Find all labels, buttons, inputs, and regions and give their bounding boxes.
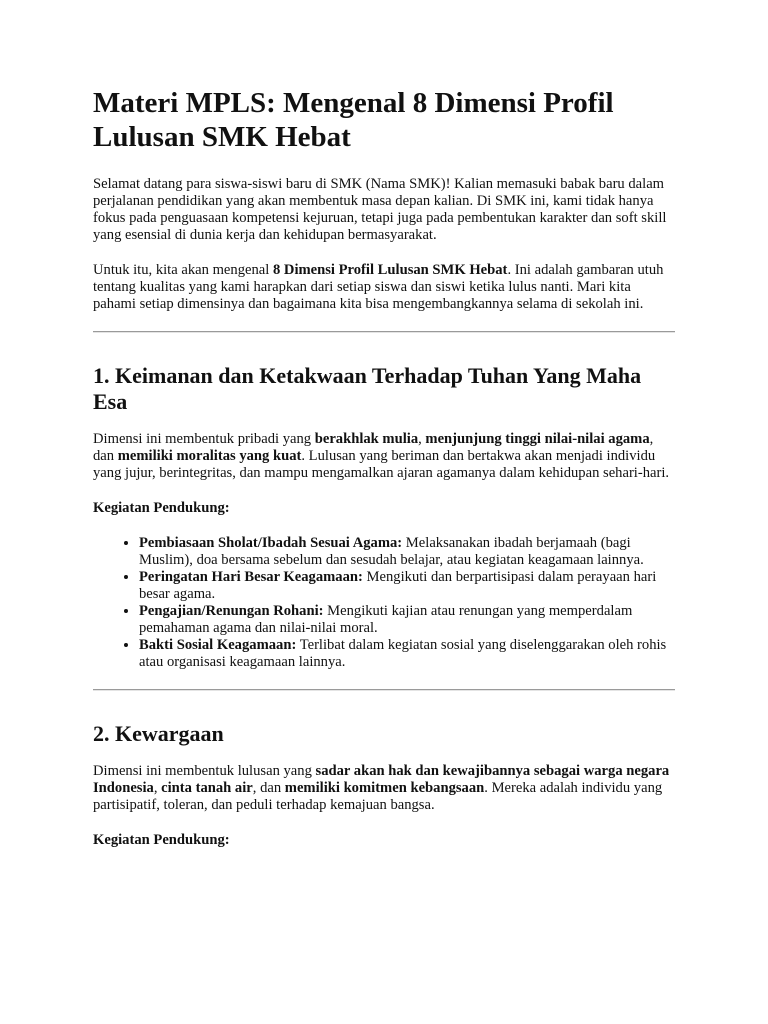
divider-2 [93, 689, 675, 691]
section-2-body [93, 763, 675, 814]
list-item [139, 603, 675, 637]
activity-title: Peringatan Hari Besar Keagamaan: [139, 569, 363, 585]
page-title: Materi MPLS: Mengenal 8 Dimensi Profil Lulusan SMK Hebat [93, 87, 614, 153]
intro-paragraph-1: Selamat datang para siswa-siswi baru di SMK (Nama SMK)! Kalian memasuki babak baru dalam perjalanan pendidikan yang akan membentuk masa depan kalian. Di SMK ini, kami tidak hanya fokus pada penguasaan kompetensi kejuruan, tetapi juga pada pembentukan karakter dan soft skill yang esensial di dunia kerja dan kehidupan bermasyarakat. [93, 176, 667, 243]
section-2-activities-label [93, 832, 675, 849]
section-1-text-c: . Lulusan yang beriman dan bertakwa akan menjadi individu yang jujur, berintegritas, dan mampu mengamalkan ajaran agamanya dalam kehidupan sehari-hari. [93, 448, 670, 481]
list-item [139, 569, 675, 603]
intro-text-a: Untuk itu, kita akan mengenal [93, 262, 273, 278]
section-1-sep-2: , dan [93, 431, 654, 464]
section-2-sep-2: , dan [252, 780, 285, 796]
section-2-bold-3: memiliki komitmen kebangsaan [284, 780, 485, 796]
activity-text: Mengikuti dan berpartisipasi dalam perayaan hari besar agama. [139, 569, 657, 602]
activity-text: Mengikuti kajian atau renungan yang memperdalam pemahaman agama dan nilai-nilai moral. [139, 603, 633, 636]
activity-text: Melaksanakan ibadah berjamaah (bagi Muslim), doa bersama sebelum dan sesudah belajar, atau kegiatan keagamaan lainnya. [139, 535, 644, 568]
section-1-activities-label-text: Kegiatan Pendukung: [93, 500, 230, 516]
section-1-sep-1: , [418, 431, 426, 447]
section-2-sep-1: , [153, 780, 162, 796]
section-1-bold-1: berakhlak mulia [314, 431, 419, 447]
section-2-activities-label-text: Kegiatan Pendukung: [93, 832, 230, 848]
divider-1 [93, 331, 675, 333]
intro-emphasis: 8 Dimensi Profil Lulusan SMK Hebat [272, 262, 508, 278]
section-2-bold-1: sadar akan hak dan kewajibannya sebagai warga negara Indonesia [93, 763, 670, 796]
section-1-activities-label [93, 500, 675, 517]
section-1-heading: 1. Keimanan dan Ketakwaan Terhadap Tuhan Yang Maha Esa [93, 363, 642, 414]
section-2-bold-2: cinta tanah air [161, 780, 253, 796]
intro-text-b: . Ini adalah gambaran utuh tentang kualitas yang kami harapkan dari setiap siswa dan siswi ketika lulus nanti. Mari kita pahami setiap dimensinya dan bagaimana kita bisa mengembangkannya selama di sekolah ini. [93, 262, 664, 312]
list-item [139, 535, 675, 569]
activity-title: Bakti Sosial Keagamaan: [139, 637, 297, 653]
section-2-heading: 2. Kewargaan [93, 721, 224, 746]
section-1-text-a: Dimensi ini membentuk pribadi yang [93, 431, 315, 447]
intro-paragraph-2 [93, 262, 675, 313]
activity-title: Pengajian/Renungan Rohani: [139, 603, 324, 619]
section-1-activities-list [93, 535, 675, 671]
section-1-bold-3: memiliki moralitas yang kuat [117, 448, 302, 464]
activity-title: Pembiasaan Sholat/Ibadah Sesuai Agama: [139, 535, 403, 551]
section-1-body [93, 431, 675, 482]
section-2-text-a: Dimensi ini membentuk lulusan yang [93, 763, 316, 779]
section-2-text-c: . Mereka adalah individu yang partisipatif, toleran, dan peduli terhadap kemajuan bangsa. [93, 780, 663, 813]
section-1-bold-2: menjunjung tinggi nilai-nilai agama [425, 431, 650, 447]
activity-text: Terlibat dalam kegiatan sosial yang diselenggarakan oleh rohis atau organisasi keagamaan lainnya. [139, 637, 667, 670]
list-item [139, 637, 675, 671]
